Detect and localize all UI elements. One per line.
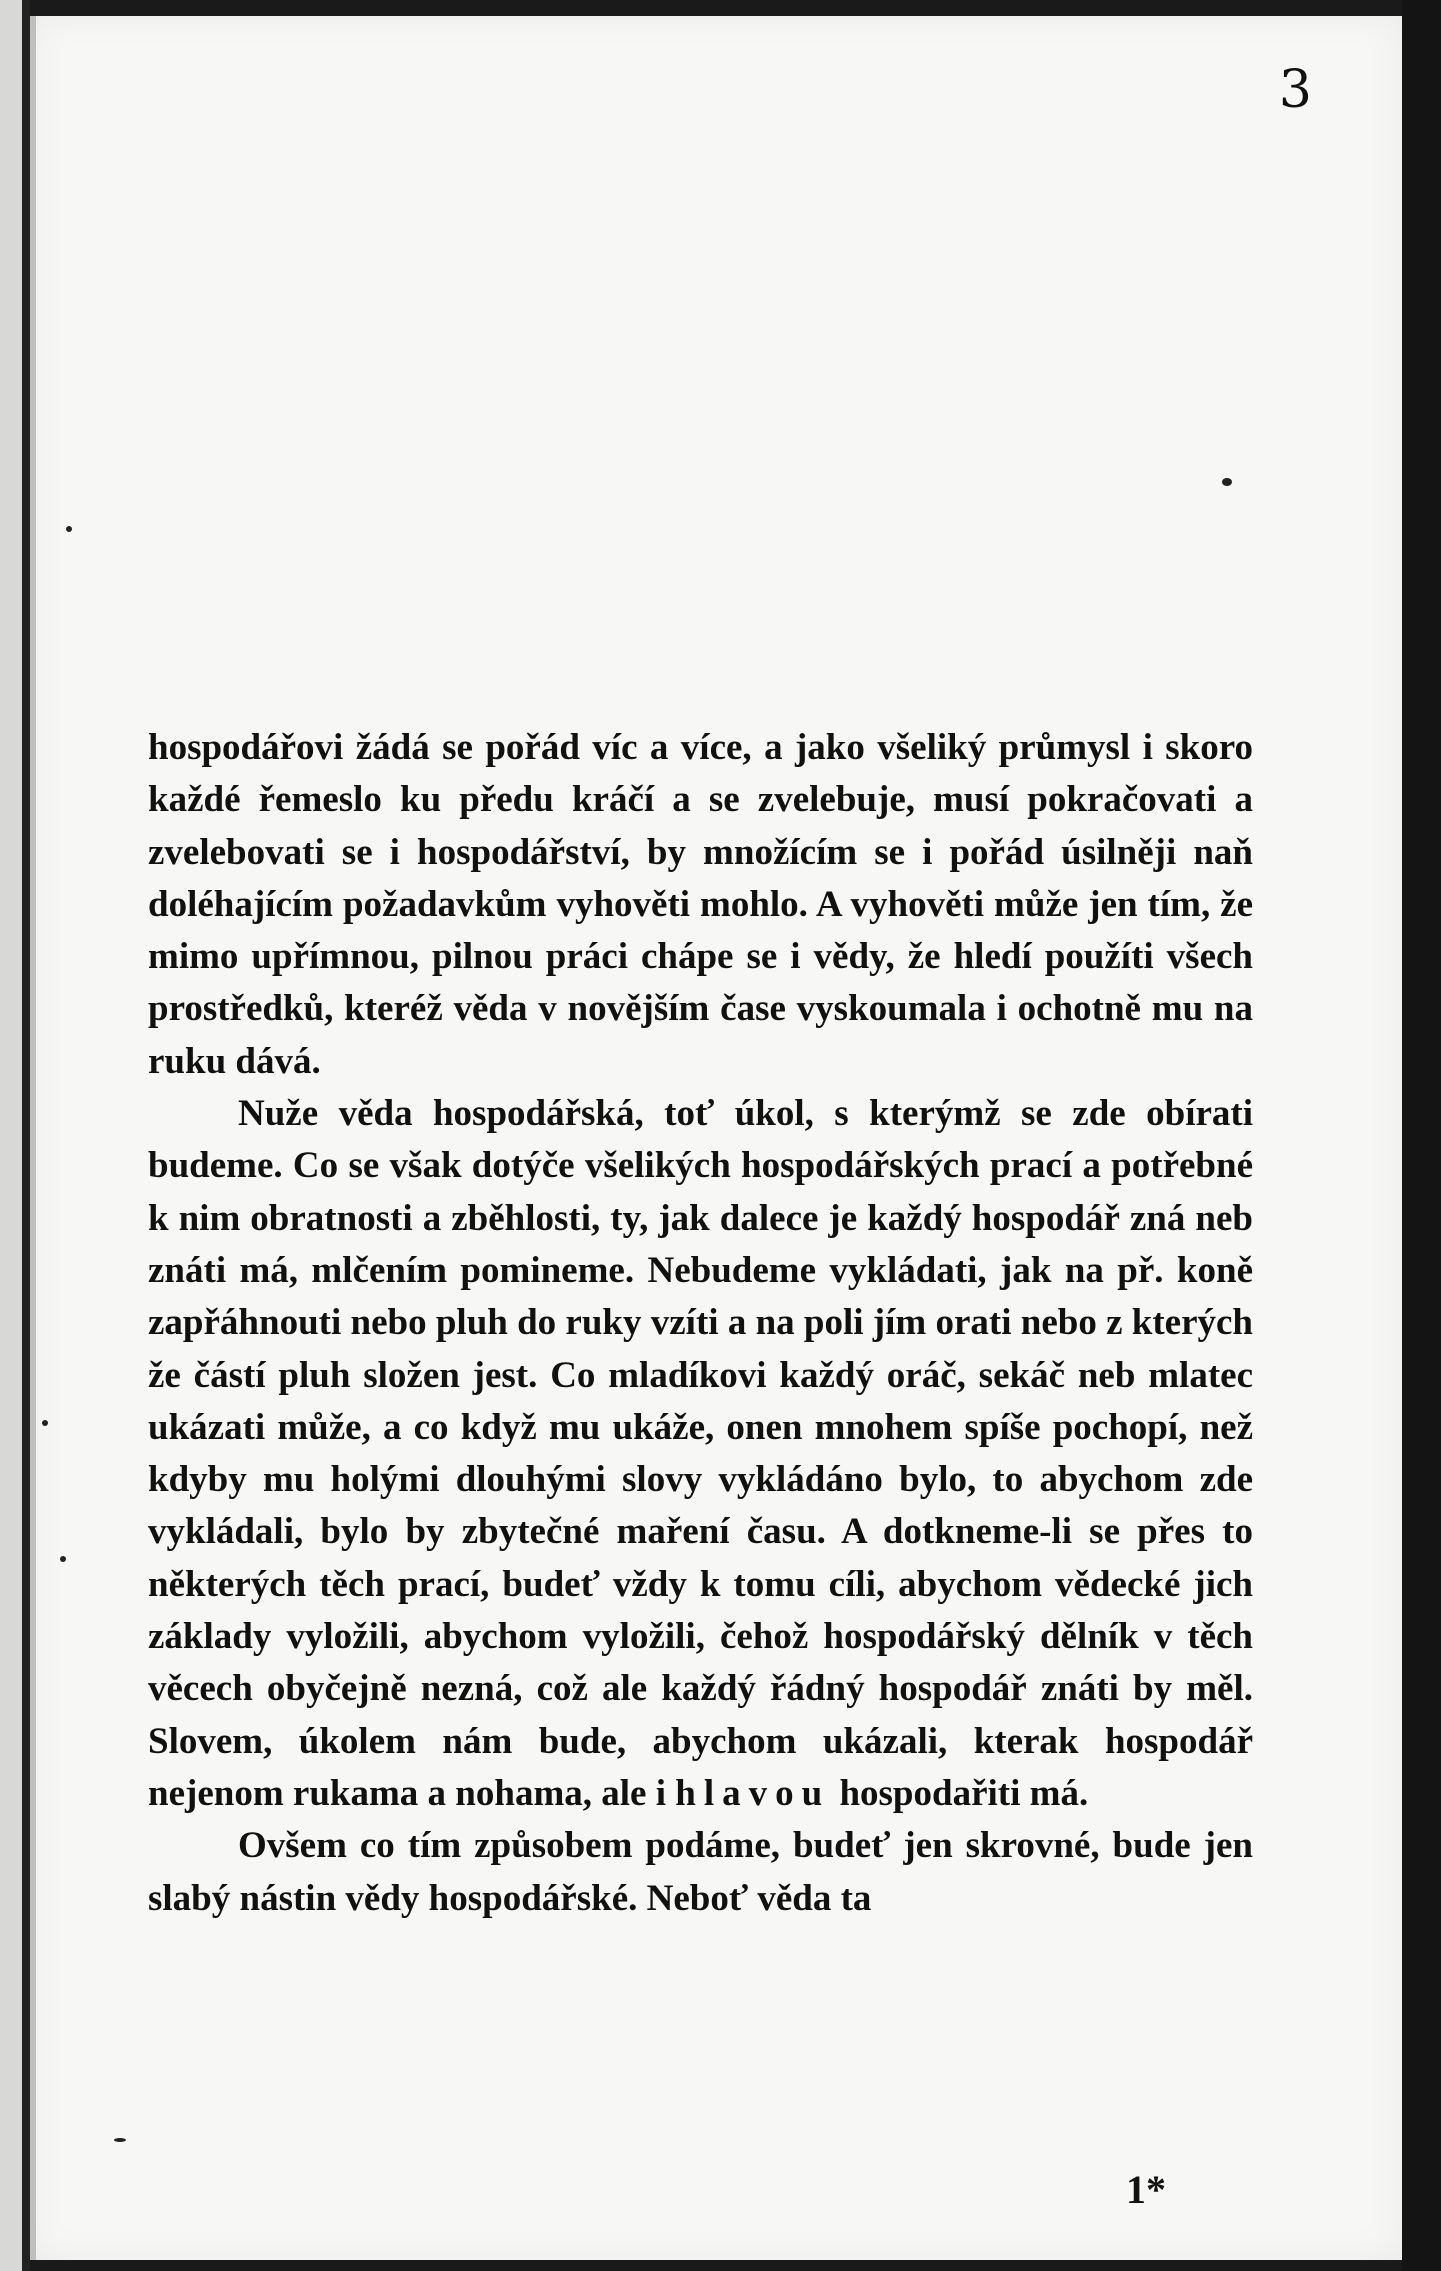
- printer-signature: 1*: [1126, 2167, 1166, 2212]
- paragraph-2-text: Nuže věda hospodářská, toť úkol, s kterýmž se zde obírati budeme. Co se však dotýče všelikých hospodářských prací a potřebné k nim obratnosti a zběhlosti, ty, jak dalece je každý hospodář zná neb znáti má, mlčením pomineme. Nebudeme vykládati, jak na př. koně zapřáhnouti nebo pluh do ruky vzíti a na poli jím orati nebo z kterých že částí pluh složen jest. Co mladíkovi každý oráč, sekáč neb mlatec ukázati může, a co když mu ukáže, onen mnohem spíše pochopí, než kdyby mu holými dlouhými slovy vykládáno bylo, to abychom zde vykládali, bylo by zbytečné maření času. A dotkneme-li se přes to některých těch prací, budeť vždy k tomu cíli, abychom vědecké jich základy vyložili, abychom vyložili, čehož hospodářský dělník v těch věcech obyčejně nezná, což ale každý řádný hospodář znáti by měl. Slovem, úkolem nám bude, abychom ukázali, kterak hospodář nejenom rukama a nohama, ale i: [148, 1093, 1253, 1814]
- ink-speck: [42, 1420, 48, 1426]
- scan-left-edge: [0, 0, 30, 2271]
- emphasized-word: hlavou: [675, 1772, 831, 1814]
- page-body: [148, 722, 1253, 1925]
- ink-speck: [114, 2138, 126, 2142]
- page-fold: [30, 16, 36, 2260]
- paragraph-2-end: hospodařiti má.: [839, 1772, 1089, 1814]
- ink-speck: [60, 1556, 66, 1562]
- page-number: 3: [1278, 60, 1312, 120]
- ink-speck: [1222, 478, 1232, 486]
- book-page: [30, 16, 1402, 2260]
- scan-right-edge: [1402, 0, 1441, 2271]
- ink-speck: [66, 526, 72, 532]
- paragraph-2: [148, 1088, 1253, 1820]
- paragraph-3: Ovšem co tím způsobem podáme, budeť jen skrovné, bude jen slabý nástin vědy hospodářské. Neboť věda ta: [148, 1825, 1253, 1919]
- paragraph-1: hospodářovi žádá se pořád víc a více, a jako všeliký průmysl i skoro každé řemeslo ku předu kráčí a se zvelebuje, musí pokračovati a zvelebovati se i hospodářství, by množícím se i pořád úsilněji naň doléhajícím požadavkům vyhověti mohlo. A vyhověti může jen tím, že mimo upřímnou, pilnou práci chápe se i vědy, že hledí použíti všech prostředků, kteréž věda v novějším čase vyskoumala i ochotně mu na ruku dává.: [148, 727, 1253, 1082]
